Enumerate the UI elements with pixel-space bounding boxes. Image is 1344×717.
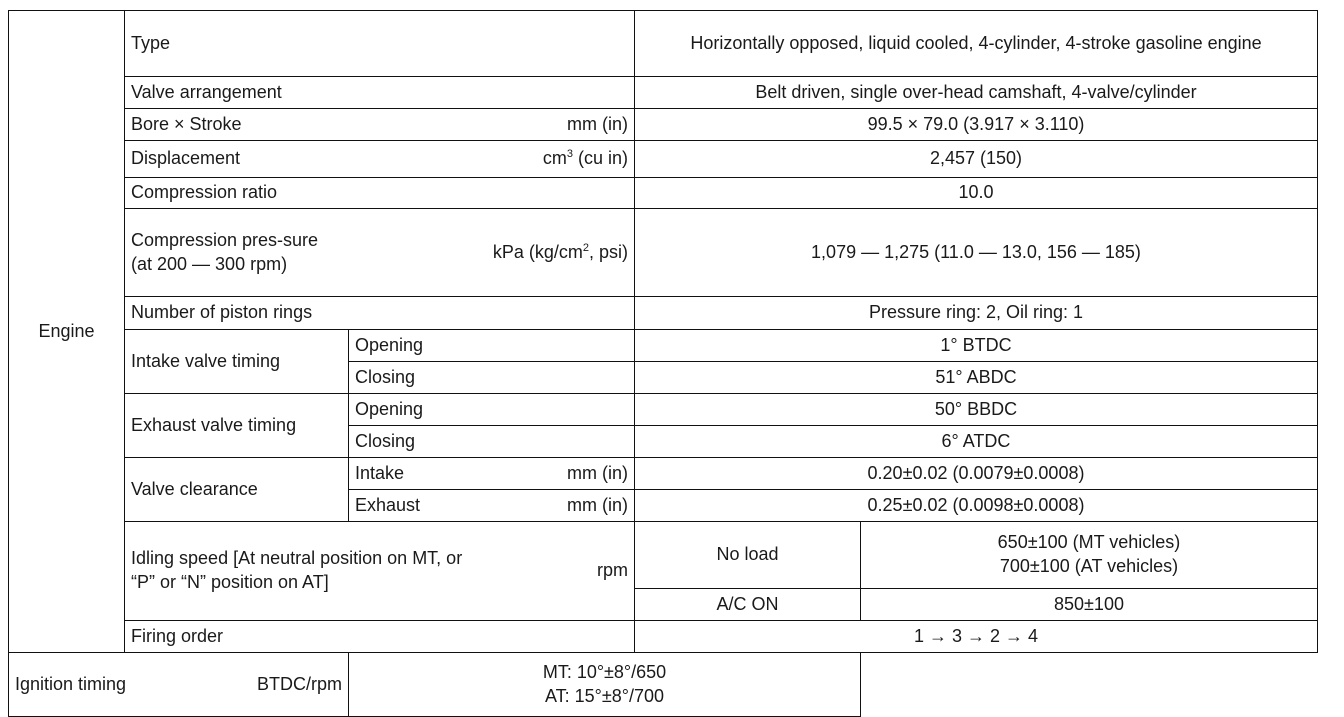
label-exhaust-valve-timing: Exhaust valve timing [125, 394, 349, 458]
engine-spec-table [8, 10, 1318, 717]
value-no-load [861, 522, 1318, 589]
value-no-load-at: 700±100 (AT vehicles) [999, 556, 1179, 576]
label-compression-pressure: Compression pres-sure (at 200 — 300 rpm) [131, 229, 319, 274]
label-ac-on: A/C ON [635, 589, 861, 621]
value-intake-closing: 51° ABDC [635, 362, 1318, 394]
unit-compression-pressure: kPa ($kg/cm^2$, psi) [492, 241, 628, 262]
value-displacement: 2,457 (150) [635, 141, 1318, 178]
value-ignition-timing [349, 653, 861, 717]
value-firing-order: 1 → 3 → 2 → 4 [635, 621, 1318, 653]
label-exhaust-closing: Closing [349, 426, 635, 458]
label-clearance-intake: Intake [355, 462, 405, 483]
label-intake-valve-timing: Intake valve timing [125, 330, 349, 394]
row-displacement [9, 141, 1318, 178]
label-idling-speed: Idling speed [At neutral position on MT, or “P” or “N” position on AT] [131, 548, 463, 592]
value-compression-ratio: 10.0 [635, 178, 1318, 209]
value-clearance-intake: 0.20±0.02 (0.0079±0.0008) [635, 458, 1318, 490]
value-ac-on: 850±100 [861, 589, 1318, 621]
row-compression-ratio [9, 178, 1318, 209]
unit-clearance-intake: mm (in) [567, 462, 628, 483]
label-ignition-timing: Ignition timing [15, 673, 127, 694]
row-firing-order [9, 621, 1318, 653]
row-idling-no-load [9, 522, 1318, 589]
row-compression-pressure [9, 209, 1318, 297]
label-no-load: No load [635, 522, 861, 589]
row-intake-opening [9, 330, 1318, 362]
row-valve-clearance-intake [9, 458, 1318, 490]
value-compression-pressure: 1,079 — 1,275 (11.0 — 13.0, 156 — 185) [635, 209, 1318, 297]
label-piston-rings: Number of piston rings [125, 297, 635, 330]
value-no-load-mt: 650±100 (MT vehicles) [997, 532, 1181, 553]
row-ignition-timing [9, 653, 1318, 717]
label-displacement: Displacement [131, 148, 241, 169]
row-valve-arrangement [9, 77, 1318, 109]
value-bore-stroke: 99.5 × 79.0 (3.917 × 3.110) [635, 109, 1318, 141]
unit-displacement: $cm^3$ (cu in) [542, 148, 628, 169]
label-exhaust-opening: Opening [349, 394, 635, 426]
unit-clearance-exhaust: mm (in) [567, 494, 628, 515]
value-intake-opening: 1° BTDC [635, 330, 1318, 362]
label-valve-arrangement: Valve arrangement [125, 77, 635, 109]
label-compression-ratio: Compression ratio [125, 178, 635, 209]
label-bore-stroke: Bore × Stroke [131, 113, 242, 134]
unit-ignition-timing: BTDC/rpm [257, 673, 342, 694]
value-ignition-at: AT: 15°±8°/700 [544, 685, 664, 706]
label-intake-opening: Opening [349, 330, 635, 362]
label-valve-clearance: Valve clearance [125, 458, 349, 522]
label-type: Type [125, 11, 635, 77]
unit-idling-speed: rpm [597, 560, 628, 581]
label-clearance-exhaust: Exhaust [355, 494, 421, 515]
label-intake-closing: Closing [349, 362, 635, 394]
unit-bore-stroke: mm (in) [567, 113, 628, 134]
row-exhaust-opening [9, 394, 1318, 426]
row-type [9, 11, 1318, 77]
value-exhaust-opening: 50° BBDC [635, 394, 1318, 426]
value-exhaust-closing: 6° ATDC [635, 426, 1318, 458]
label-firing-order: Firing order [125, 621, 635, 653]
value-clearance-exhaust: 0.25±0.02 (0.0098±0.0008) [635, 490, 1318, 522]
value-ignition-mt: MT: 10°±8°/650 [542, 661, 667, 682]
value-type: Horizontally opposed, liquid cooled, 4-cylinder, 4-stroke gasoline engine [635, 11, 1318, 77]
section-engine: Engine [9, 11, 125, 653]
row-piston-rings [9, 297, 1318, 330]
row-bore-stroke [9, 109, 1318, 141]
value-valve-arrangement: Belt driven, single over-head camshaft, 4-valve/cylinder [635, 77, 1318, 109]
value-piston-rings: Pressure ring: 2, Oil ring: 1 [635, 297, 1318, 330]
